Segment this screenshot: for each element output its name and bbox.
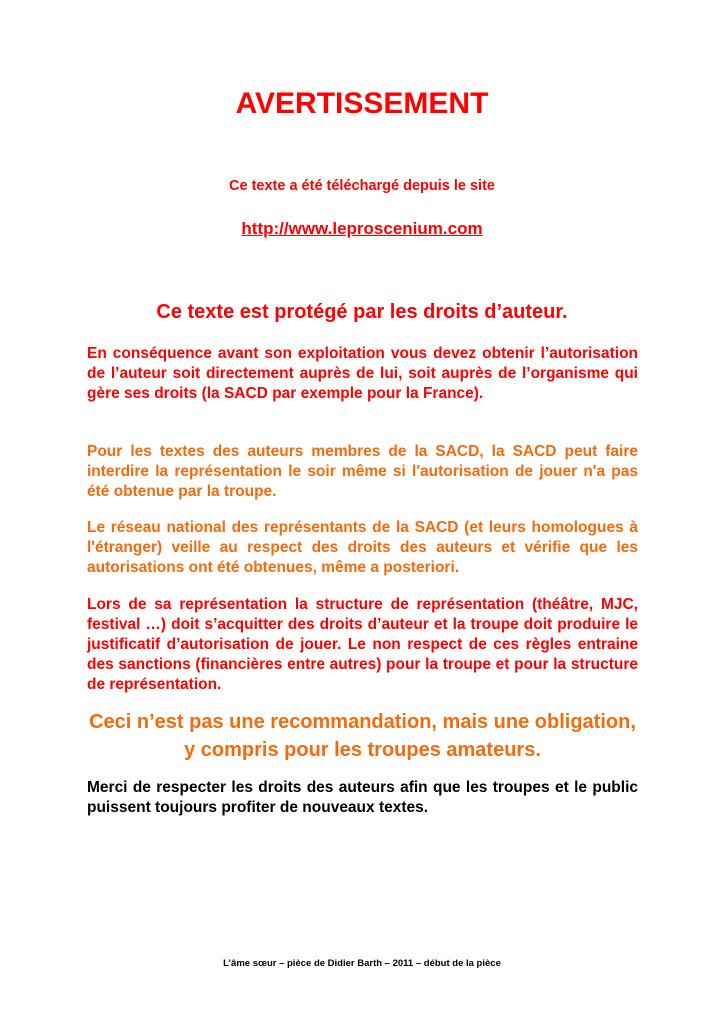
paragraph-sacd-members: Pour les textes des auteurs membres de la SACD, la SACD peut faire interdire la représentation le soir même si l'autorisation de jouer n'a pas été obtenue par la troupe. [87,443,638,500]
page-title: AVERTISSEMENT [235,87,489,120]
page-footer: L’âme sœur – pièce de Didier Barth – 2011 – début de la pièce [223,958,501,969]
site-link[interactable]: http://www.leproscenium.com [241,219,483,238]
paragraph-authorization: En conséquence avant son exploitation vous devez obtenir l’autorisation de l’auteur soit directement auprès de lui, soit auprès de l’organisme qui gère ses droits (la SACD par exemple pour la France). [87,345,638,402]
download-notice: Ce texte a été téléchargé depuis le site [229,178,495,194]
closing-paragraph: Merci de respecter les droits des auteurs afin que les troupes et le public puissent toujours profiter de nouveaux textes. [87,779,638,816]
paragraph-sacd-network: Le réseau national des représentants de la SACD (et leurs homologues à l'étranger) veille au respect des droits des auteurs et vérifie que les autorisations ont été obtenues, même a posteriori. [87,519,638,576]
copyright-notice: Ce texte est protégé par les droits d’auteur. [156,301,568,323]
obligation-notice: Ceci n’est pas une recommandation, mais une obligation, y compris pour les troupes amateurs. [89,711,636,761]
paragraph-performance-rights: Lors de sa représentation la structure de représentation (théâtre, MJC, festival …) doit s’acquitter des droits d’auteur et la troupe doit produire le justificatif d’autorisation de jouer. Le non respect de ces règles entraine des sanctions (financières entre autres) pour la troupe et pour la structure de représentation. [87,596,638,693]
